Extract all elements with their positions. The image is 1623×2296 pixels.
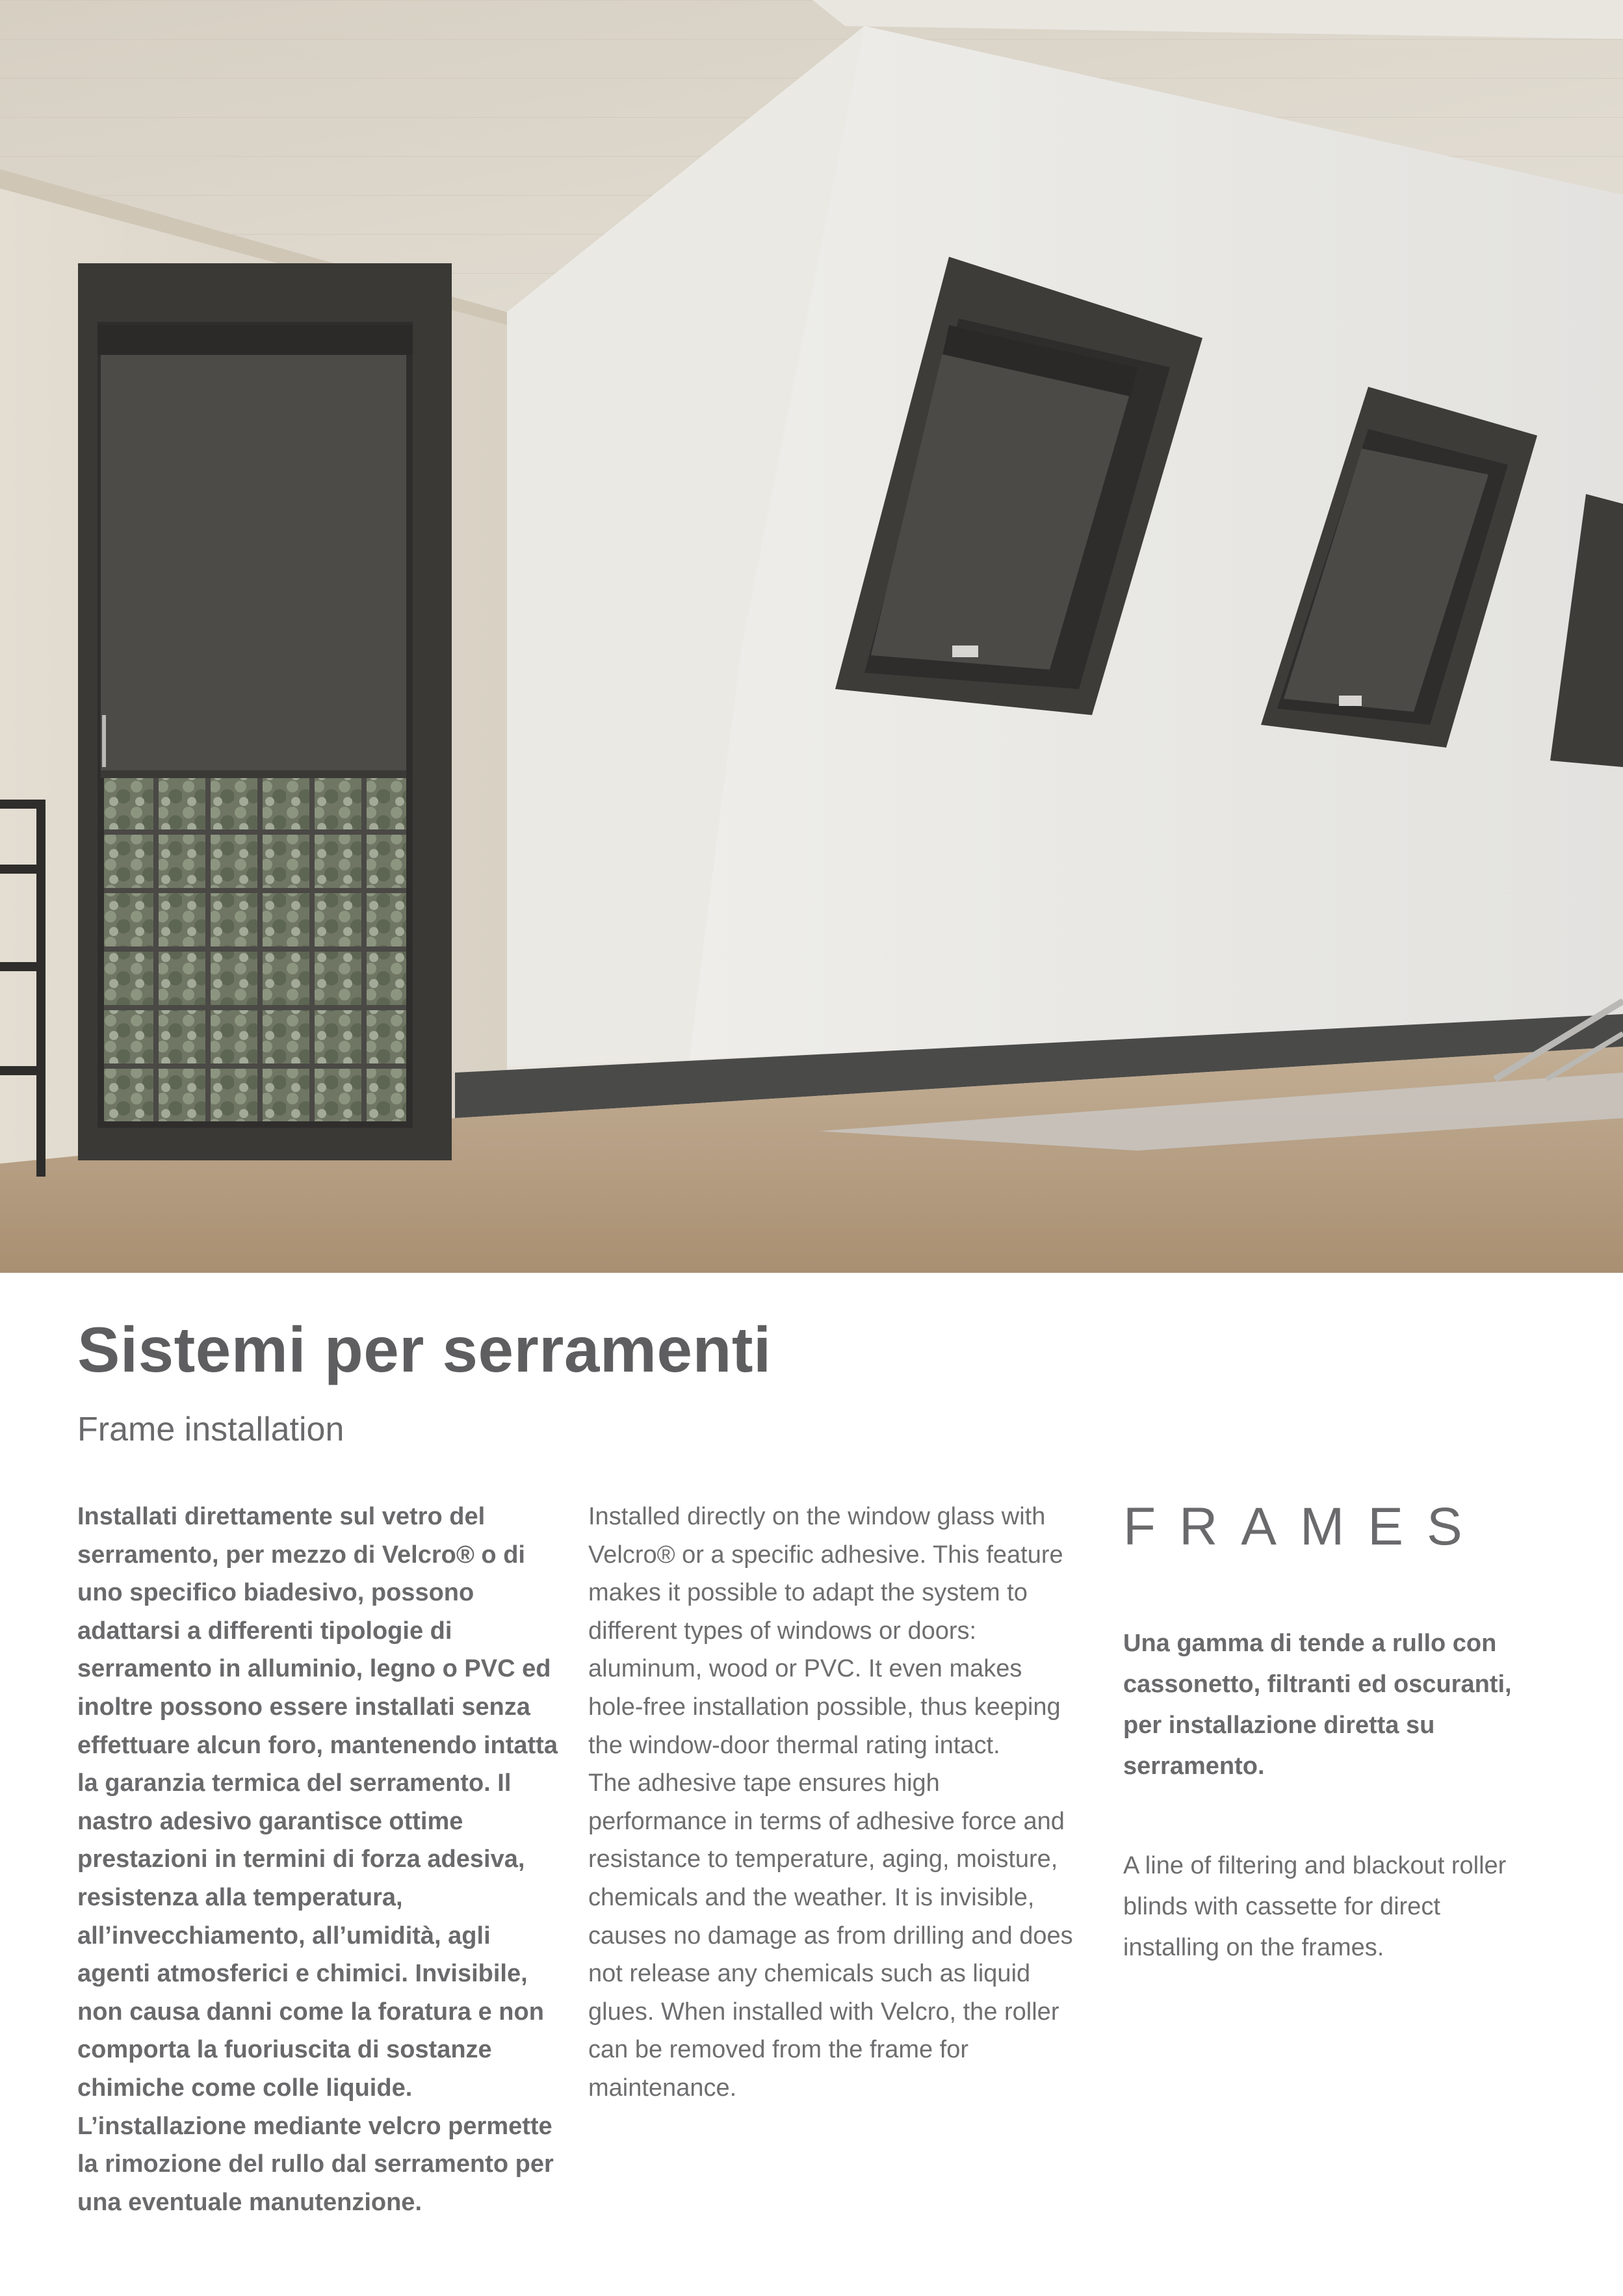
page-title: Sistemi per serramenti — [77, 1314, 772, 1385]
italian-description: Installati direttamente sul vetro del serramento, per mezzo di Velcro® o di uno specifico biadesivo, possono adattarsi a differenti tipologie di serramento in alluminio, legno o PVC ed inoltre possono essere installati senza effettuare alcun foro, mantenendo intatta la garanzia termica del serramento. Il nastro adesivo garantisce ottime prestazioni in termini di forza adesiva, resistenza alla temperatura, all’invecchiamento, all’umidità, agli agenti atmosferici e chimici. Invisibile, non causa danni come la foratura e non comporta la fuoriuscita di sostanze chimiche come colle liquide. L’installazione mediante velcro permette la rimozione del rullo dal serramento per una eventuale manutenzione. — [77, 1503, 558, 2216]
frames-description-italian: Una gamma di tende a rullo con cassonetto, filtranti ed oscuranti, per installazione diretta su serramento. — [1123, 1630, 1512, 1780]
english-paragraph-1: Installed directly on the window glass with Velcro® or a specific adhesive. This feature makes it possible to adapt the system to different types of windows or doors: aluminum, wood or PVC. It even makes hole-free installation possible, thus keeping the window-door thermal rating intact. — [588, 1503, 1063, 1759]
english-paragraph-2: The adhesive tape ensures high performance in terms of adhesive force and resistance to temperature, aging, moisture, chemicals and the weather. It is invisible, causes no damage as from drilling and does not release any chemicals such as liquid glues. When installed with Velcro, the roller can be removed from the frame for maintenance. — [588, 1769, 1073, 2102]
frames-description-english: A line of filtering and blackout roller blinds with cassette for direct installing on the frames. — [1123, 1852, 1507, 1961]
page-subtitle: Frame installation — [77, 1411, 344, 1448]
door-with-roller-blind — [78, 263, 452, 1160]
english-description-column — [588, 1498, 1076, 2107]
frames-heading: FRAMES — [1123, 1497, 1486, 1556]
italian-description-column — [77, 1498, 558, 2221]
